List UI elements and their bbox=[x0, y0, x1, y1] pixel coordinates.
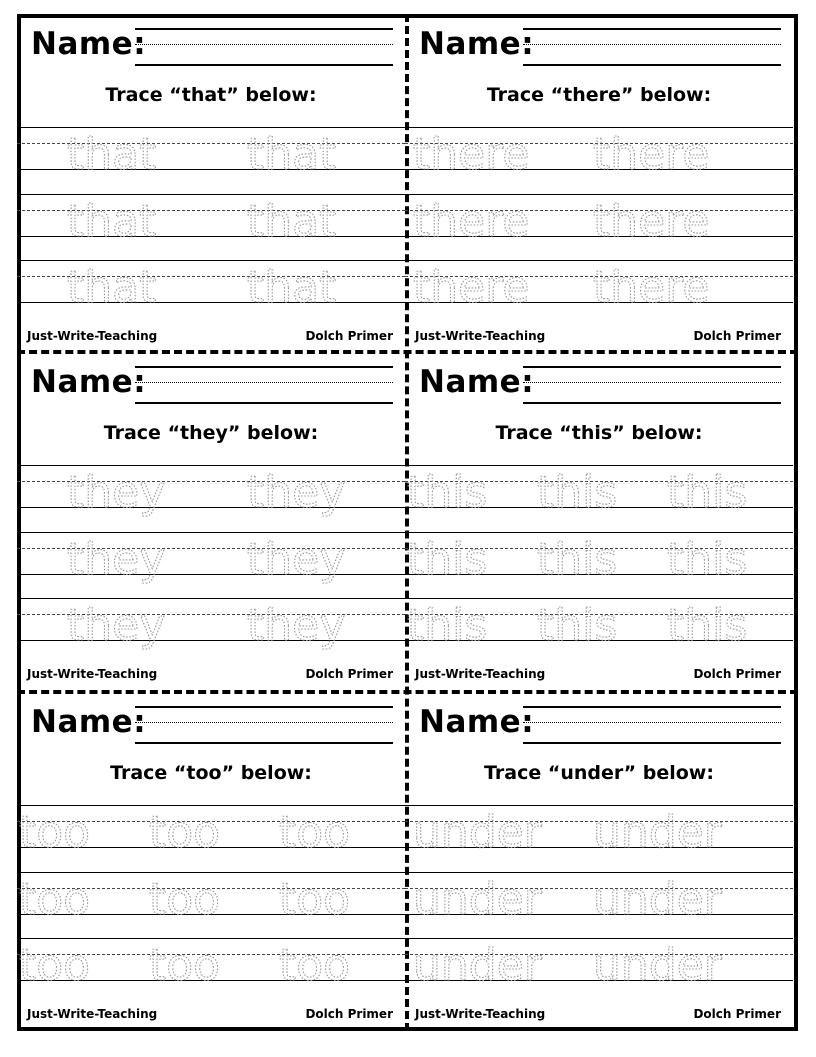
traceable-word: they bbox=[67, 467, 166, 518]
trace-instruction: Trace “there” below: bbox=[486, 84, 712, 106]
tracing-row-3[interactable] bbox=[17, 938, 405, 996]
traceable-word: too bbox=[149, 940, 221, 991]
name-line-top bbox=[135, 28, 393, 30]
tracing-row-3[interactable] bbox=[17, 598, 405, 656]
trace-card-they bbox=[17, 352, 405, 691]
tracing-row-2[interactable] bbox=[405, 872, 793, 930]
tracing-row-1[interactable] bbox=[17, 805, 405, 863]
tracing-row-1[interactable] bbox=[17, 465, 405, 523]
tracing-row-3[interactable] bbox=[405, 938, 793, 996]
traceable-word: there bbox=[413, 196, 530, 247]
traceable-word: under bbox=[413, 807, 542, 858]
traceable-word: too bbox=[279, 874, 351, 925]
traceable-word: there bbox=[593, 196, 710, 247]
name-writing-line[interactable] bbox=[135, 64, 393, 66]
name-writing-line[interactable] bbox=[523, 742, 781, 744]
traceable-words bbox=[17, 793, 405, 867]
traceable-words bbox=[405, 586, 793, 660]
trace-card-under bbox=[405, 692, 793, 1031]
traceable-words bbox=[17, 248, 405, 322]
traceable-words bbox=[405, 793, 793, 867]
traceable-word: too bbox=[279, 940, 351, 991]
traceable-word: they bbox=[247, 534, 346, 585]
name-line-midline bbox=[135, 44, 393, 45]
traceable-word: that bbox=[67, 262, 157, 313]
trace-card-too bbox=[17, 692, 405, 1031]
traceable-word: under bbox=[593, 874, 722, 925]
tracing-row-3[interactable] bbox=[405, 260, 793, 318]
name-label: Name: bbox=[419, 364, 535, 400]
traceable-word: too bbox=[279, 807, 351, 858]
traceable-word: they bbox=[67, 600, 166, 651]
traceable-word: this bbox=[667, 534, 748, 585]
name-line-top bbox=[523, 366, 781, 368]
traceable-words bbox=[17, 860, 405, 934]
traceable-word: there bbox=[593, 129, 710, 180]
footer-level: Dolch Primer bbox=[693, 1007, 781, 1021]
traceable-words bbox=[17, 115, 405, 189]
traceable-word: too bbox=[19, 874, 91, 925]
trace-instruction: Trace “too” below: bbox=[110, 762, 312, 784]
traceable-word: this bbox=[667, 600, 748, 651]
traceable-word: there bbox=[413, 262, 530, 313]
name-label: Name: bbox=[31, 364, 147, 400]
name-line-midline bbox=[523, 382, 781, 383]
traceable-words bbox=[405, 453, 793, 527]
tracing-row-1[interactable] bbox=[405, 465, 793, 523]
name-line-midline bbox=[135, 382, 393, 383]
trace-instruction: Trace “they” below: bbox=[103, 422, 319, 444]
traceable-word: this bbox=[537, 467, 618, 518]
trace-instruction: Trace “this” below: bbox=[495, 422, 703, 444]
name-line-top bbox=[523, 706, 781, 708]
traceable-word: too bbox=[19, 940, 91, 991]
footer-level: Dolch Primer bbox=[305, 1007, 393, 1021]
name-label: Name: bbox=[31, 26, 147, 62]
traceable-word: this bbox=[537, 600, 618, 651]
name-label: Name: bbox=[419, 704, 535, 740]
traceable-word: this bbox=[407, 534, 488, 585]
name-writing-line[interactable] bbox=[135, 742, 393, 744]
tracing-row-2[interactable] bbox=[17, 872, 405, 930]
traceable-word: that bbox=[247, 129, 337, 180]
footer-brand: Just-Write-Teaching bbox=[415, 329, 546, 343]
traceable-word: too bbox=[149, 874, 221, 925]
tracing-row-2[interactable] bbox=[17, 532, 405, 590]
traceable-words bbox=[405, 860, 793, 934]
name-label: Name: bbox=[419, 26, 535, 62]
traceable-word: under bbox=[413, 940, 542, 991]
tracing-row-1[interactable] bbox=[405, 127, 793, 185]
traceable-words bbox=[405, 115, 793, 189]
traceable-word: that bbox=[247, 196, 337, 247]
traceable-word: this bbox=[407, 600, 488, 651]
tracing-row-1[interactable] bbox=[405, 805, 793, 863]
tracing-row-2[interactable] bbox=[405, 194, 793, 252]
traceable-words bbox=[405, 182, 793, 256]
footer-brand: Just-Write-Teaching bbox=[27, 329, 158, 343]
traceable-word: there bbox=[593, 262, 710, 313]
trace-card-that bbox=[17, 14, 405, 353]
tracing-row-1[interactable] bbox=[17, 127, 405, 185]
name-writing-line[interactable] bbox=[523, 402, 781, 404]
traceable-word: they bbox=[247, 600, 346, 651]
traceable-word: under bbox=[593, 807, 722, 858]
name-label: Name: bbox=[31, 704, 147, 740]
traceable-word: they bbox=[67, 534, 166, 585]
traceable-word: that bbox=[67, 196, 157, 247]
tracing-row-3[interactable] bbox=[405, 598, 793, 656]
traceable-words bbox=[405, 926, 793, 1000]
traceable-word: that bbox=[247, 262, 337, 313]
traceable-words bbox=[17, 520, 405, 594]
name-line-midline bbox=[523, 44, 781, 45]
footer-brand: Just-Write-Teaching bbox=[27, 667, 158, 681]
trace-instruction: Trace “under” below: bbox=[484, 762, 714, 784]
traceable-word: under bbox=[593, 940, 722, 991]
tracing-row-3[interactable] bbox=[17, 260, 405, 318]
traceable-word: that bbox=[67, 129, 157, 180]
trace-card-there bbox=[405, 14, 793, 353]
name-line-midline bbox=[135, 722, 393, 723]
traceable-words bbox=[405, 520, 793, 594]
name-line-top bbox=[523, 28, 781, 30]
traceable-word: there bbox=[413, 129, 530, 180]
footer-level: Dolch Primer bbox=[305, 667, 393, 681]
tracing-row-2[interactable] bbox=[405, 532, 793, 590]
traceable-word: under bbox=[413, 874, 542, 925]
footer-level: Dolch Primer bbox=[693, 667, 781, 681]
traceable-words bbox=[17, 586, 405, 660]
trace-instruction: Trace “that” below: bbox=[105, 84, 317, 106]
traceable-word: this bbox=[667, 467, 748, 518]
traceable-words bbox=[17, 453, 405, 527]
name-line-midline bbox=[523, 722, 781, 723]
footer-brand: Just-Write-Teaching bbox=[27, 1007, 158, 1021]
footer-brand: Just-Write-Teaching bbox=[415, 667, 546, 681]
footer-level: Dolch Primer bbox=[693, 329, 781, 343]
traceable-word: this bbox=[537, 534, 618, 585]
name-writing-line[interactable] bbox=[135, 402, 393, 404]
footer-brand: Just-Write-Teaching bbox=[415, 1007, 546, 1021]
trace-card-this bbox=[405, 352, 793, 691]
name-line-top bbox=[135, 366, 393, 368]
traceable-words bbox=[17, 926, 405, 1000]
traceable-word: this bbox=[407, 467, 488, 518]
name-writing-line[interactable] bbox=[523, 64, 781, 66]
name-line-top bbox=[135, 706, 393, 708]
traceable-words bbox=[17, 182, 405, 256]
footer-level: Dolch Primer bbox=[305, 329, 393, 343]
traceable-word: they bbox=[247, 467, 346, 518]
traceable-word: too bbox=[19, 807, 91, 858]
traceable-word: too bbox=[149, 807, 221, 858]
traceable-words bbox=[405, 248, 793, 322]
tracing-row-2[interactable] bbox=[17, 194, 405, 252]
